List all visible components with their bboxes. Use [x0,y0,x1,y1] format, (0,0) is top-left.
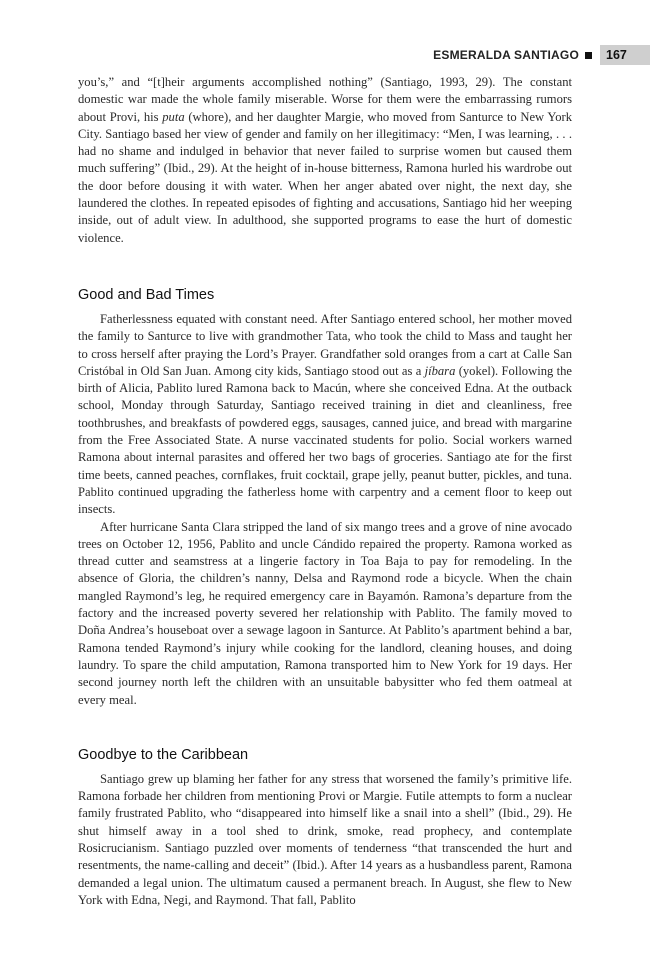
paragraph-continued: you’s,” and “[t]heir arguments accomplished nothing” (Santiago, 1993, 29). The constant domestic war made the whole family miserable. Worse for them were the embarrassing rumors about Provi, his puta (whore), and her daughter Margie, who moved from Santurce to New York City. Santiago based her view of gender and family on her illegitimacy: “Men, I was learning, . . . had no shame and indulged in behavior that never failed to surprise women but caused them much suffering” (Ibid., 29). At the height of in-house bitterness, Ramona hurled his wardrobe out the door before dousing it with water. When her anger abated over night, the next day, she laundered the clothes. In repeated episodes of fighting and accusations, Santiago hid her weeping inside, out of adult view. In adulthood, she supported programs to ease the hurt of domestic violence. [78,75,572,245]
section-heading-goodbye-to-the-caribbean: Goodbye to the Caribbean [78,746,249,763]
paragraph: Santiago grew up blaming her father for any stress that worsened the family’s primitive life. Ramona forbade her children from mentioning Provi or Margie. Futile attempts to form a nuclear family frustrated Pablito, who “disappeared into himself like a snail into a shell” (Ibid., 29). He shut himself away in a tool shed to drink, smoke, read prophecy, and contemplate Rosicrucianism. Santiago puzzled over moments of tenderness “that transcended the hurt and resentments, the name-calling and deceit” (Ibid.). After 14 years as a husbandless parent, Ramona demanded a legal union. The ultimatum caused a permanent breach. In August, she flew to New York with Edna, Negi, and Raymond. That fall, Pablito [78,771,572,907]
section-heading-good-and-bad-times: Good and Bad Times [78,286,215,303]
paragraph: Fatherlessness equated with constant need. After Santiago entered school, her mother moved the family to Santurce to live with grandmother Tata, who took the child to Mass and taught her to cross herself after praying the Lord’s Prayer. Grandfather sold oranges from a cart at Calle San Cristóbal in Old San Juan. Among city kids, Santiago stood out as a jíbara (yokel). Following the birth of Alicia, Pablito lured Ramona back to Macún, where she conceived Edna. At the outback school, Monday through Saturday, Santiago received training in diet and cleanliness, free toothbrushes, and breakfasts of powdered eggs, sausages, canned juice, and bread with margarine from the Free Associated State. A nurse vaccinated students for polio. Social workers warned Ramona about internal parasites and offered her two bags of groceries. Santiago ate for the first time beets, canned peaches, cornflakes, fruit cocktail, grape jelly, peanut butter, pickles, and tuna. Pablito continued upgrading the fatherless home with carpentry and a cement floor to keep out insects. [78,311,572,517]
page-number: 167 [600,45,650,65]
running-head [433,45,650,65]
running-head-title: ESMERALDA SANTIAGO [433,48,579,62]
page-body [78,74,572,909]
paragraph: After hurricane Santa Clara stripped the land of six mango trees and a grove of nine avocado trees on October 12, 1956, Pablito and uncle Cándido repaired the property. Ramona worked as thread cutter and seamstress at a lingerie factory in Toa Baja to pay for remodeling. In the absence of Gloria, the children’s nanny, Delsa and Raymond rode a bicycle. When the chain mangled Raymond’s leg, he required emergency care in Bayamón. Ramona’s departure from the factory and the increased poverty severed her relationship with Pablito. The family moved to Doña Andrea’s houseboat over a sewage lagoon in Santurce. At Pablito’s apartment behind a bar, Ramona tended Raymond’s injury while cooking for the landlord, cleaning houses, and doing laundry. To spare the child amputation, Ramona transported him to New York for 19 days. Her second journey north left the children with an unsuitable babysitter who fed them oatmeal at every meal. [78,519,572,707]
running-head-square-icon [585,52,592,59]
